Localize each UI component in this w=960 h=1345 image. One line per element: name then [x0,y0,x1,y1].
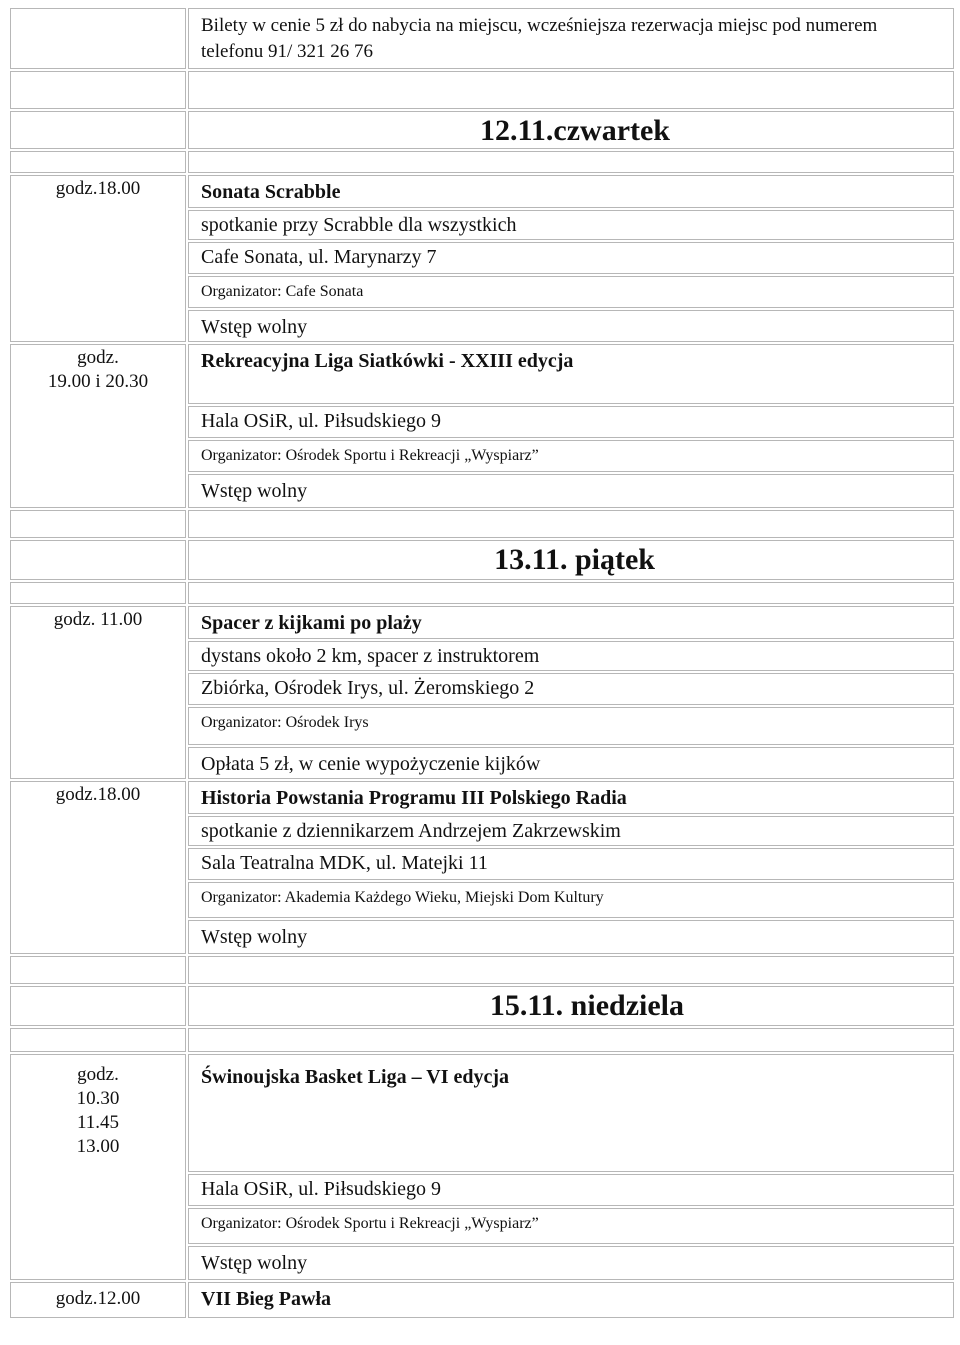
event-location: Hala OSiR, ul. Piłsudskiego 9 [188,1174,954,1206]
event-entry: Wstęp wolny [188,474,954,508]
event-time [10,344,186,508]
ticket-notice: Bilety w cenie 5 zł do nabycia na miejscu, wcześniejsza rezerwacja miejsc pod numerem telefonu 91/ 321 26 76 [188,8,954,69]
spacer-cell [188,1028,954,1052]
event-title: Historia Powstania Programu III Polskiego Radia [188,781,954,814]
event-time-line: 13.00 [76,1136,120,1157]
event-schedule-table [8,6,956,1320]
event-title: Spacer z kijkami po plaży [188,606,954,639]
event-time [10,606,186,779]
event-time-line: 10.30 [76,1088,120,1109]
spacer-cell [188,71,954,109]
time-cell-empty [10,8,186,69]
day-heading: 15.11. niedziela [188,986,954,1026]
event-description: spotkanie przy Scrabble dla wszystkich [188,210,954,240]
spacer-cell [10,151,186,173]
event-location: Zbiórka, Ośrodek Irys, ul. Żeromskiego 2 [188,673,954,705]
event-title: VII Bieg Pawła [188,1282,954,1318]
event-time [10,175,186,342]
spacer-cell [188,956,954,984]
day-heading: 12.11.czwartek [188,111,954,149]
spacer-cell [10,71,186,109]
spacer-cell [10,956,186,984]
event-entry: Wstęp wolny [188,310,954,342]
event-organizer: Organizator: Ośrodek Sportu i Rekreacji „Wyspiarz” [188,440,954,472]
spacer-cell [10,582,186,604]
spacer-cell [188,151,954,173]
event-title: Sonata Scrabble [188,175,954,208]
spacer-cell [188,510,954,538]
event-description: dystans około 2 km, spacer z instruktorem [188,641,954,671]
event-time-line: godz. [77,347,119,368]
time-cell-empty [10,986,186,1026]
event-time-line: 11.45 [76,1112,120,1133]
event-time-line: godz.12.00 [55,1288,141,1309]
spacer-cell [188,582,954,604]
event-organizer: Organizator: Cafe Sonata [188,276,954,308]
event-organizer: Organizator: Ośrodek Sportu i Rekreacji „Wyspiarz” [188,1208,954,1244]
time-cell-empty [10,111,186,149]
event-location: Hala OSiR, ul. Piłsudskiego 9 [188,406,954,438]
event-time [10,1054,186,1280]
event-organizer: Organizator: Akademia Każdego Wieku, Miejski Dom Kultury [188,882,954,918]
event-entry: Wstęp wolny [188,920,954,954]
event-time-line: godz. 11.00 [53,609,143,630]
day-heading: 13.11. piątek [188,540,954,580]
event-time-line: godz. [77,1064,119,1085]
event-time-line: godz.18.00 [55,784,141,805]
event-location: Cafe Sonata, ul. Marynarzy 7 [188,242,954,274]
event-time-line: 19.00 i 20.30 [47,371,149,392]
time-cell-empty [10,540,186,580]
event-entry: Wstęp wolny [188,1246,954,1280]
event-location: Sala Teatralna MDK, ul. Matejki 11 [188,848,954,880]
spacer-cell [10,510,186,538]
event-title: Świnoujska Basket Liga – VI edycja [188,1054,954,1172]
event-organizer: Organizator: Ośrodek Irys [188,707,954,745]
spacer-cell [10,1028,186,1052]
event-time [10,781,186,954]
event-time [10,1282,186,1318]
event-time-line: godz.18.00 [55,178,141,199]
event-description: spotkanie z dziennikarzem Andrzejem Zakrzewskim [188,816,954,846]
event-title: Rekreacyjna Liga Siatkówki - XXIII edycja [188,344,954,404]
event-entry: Opłata 5 zł, w cenie wypożyczenie kijków [188,747,954,779]
